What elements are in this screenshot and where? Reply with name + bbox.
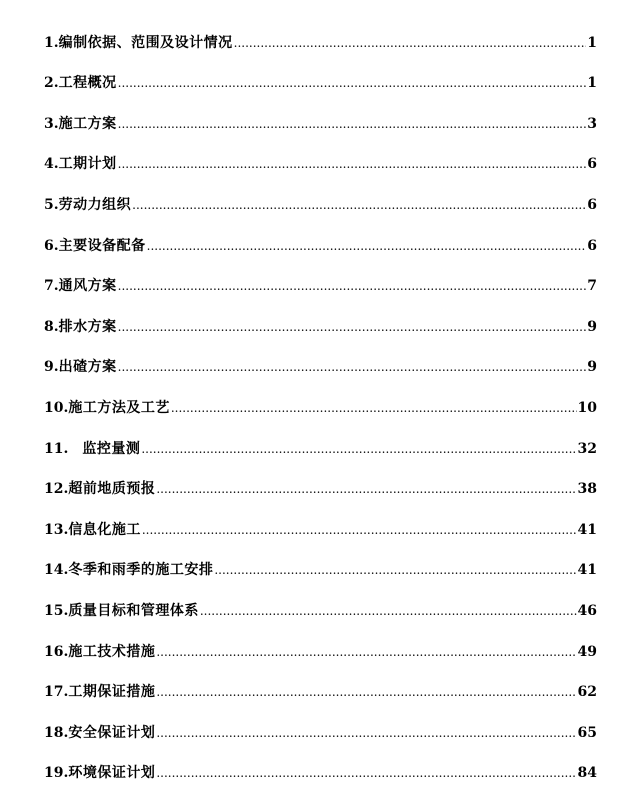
toc-entry-title: 超前地质预报 bbox=[68, 481, 156, 498]
toc-dot-leader bbox=[118, 279, 587, 293]
toc-dot-leader bbox=[171, 401, 577, 415]
toc-entry-1[interactable] bbox=[44, 27, 597, 68]
toc-dot-leader bbox=[147, 239, 587, 253]
toc-entry-page: 7 bbox=[587, 278, 597, 295]
toc-entry-title: 出碴方案 bbox=[58, 359, 117, 376]
toc-entry-page: 1 bbox=[587, 34, 597, 51]
table-of-contents bbox=[44, 27, 597, 798]
toc-entry-number: 10. bbox=[44, 399, 69, 416]
toc-entry-11[interactable] bbox=[44, 433, 597, 474]
toc-entry-title: 工期保证措施 bbox=[68, 684, 156, 701]
toc-entry-title: 工程概况 bbox=[58, 75, 117, 92]
toc-entry-8[interactable] bbox=[44, 311, 597, 352]
toc-entry-number: 1. bbox=[44, 34, 59, 51]
toc-entry-page: 46 bbox=[577, 602, 597, 619]
toc-dot-leader bbox=[118, 360, 587, 374]
toc-entry-number: 17. bbox=[44, 684, 69, 701]
toc-entry-page: 84 bbox=[577, 765, 597, 782]
toc-dot-leader bbox=[142, 523, 577, 537]
toc-entry-page: 6 bbox=[587, 156, 597, 173]
toc-entry-17[interactable] bbox=[44, 677, 597, 718]
toc-entry-number: 4. bbox=[44, 156, 59, 173]
toc-entry-number: 12. bbox=[44, 481, 69, 498]
toc-entry-6[interactable] bbox=[44, 230, 597, 271]
toc-entry-number: 14. bbox=[44, 562, 69, 579]
toc-entry-page: 10 bbox=[577, 399, 597, 416]
toc-entry-page: 3 bbox=[587, 115, 597, 132]
toc-entry-number: 5. bbox=[44, 196, 59, 213]
toc-entry-9[interactable] bbox=[44, 352, 597, 393]
toc-entry-number: 16. bbox=[44, 643, 69, 660]
toc-entry-page: 32 bbox=[577, 440, 597, 457]
toc-entry-page: 9 bbox=[587, 359, 597, 376]
toc-entry-number: 11. bbox=[44, 440, 69, 457]
toc-dot-leader bbox=[234, 36, 587, 50]
toc-entry-19[interactable] bbox=[44, 758, 597, 799]
toc-dot-leader bbox=[118, 157, 587, 171]
toc-entry-title: 施工方法及工艺 bbox=[68, 399, 170, 416]
toc-entry-page: 6 bbox=[587, 196, 597, 213]
toc-entry-page: 38 bbox=[577, 481, 597, 498]
toc-entry-title: 安全保证计划 bbox=[68, 724, 156, 741]
toc-entry-page: 41 bbox=[577, 521, 597, 538]
toc-dot-leader bbox=[141, 442, 576, 456]
toc-entry-4[interactable] bbox=[44, 149, 597, 190]
toc-dot-leader bbox=[156, 685, 576, 699]
toc-dot-leader bbox=[118, 76, 587, 90]
toc-dot-leader bbox=[132, 198, 586, 212]
toc-dot-leader bbox=[118, 320, 587, 334]
toc-entry-15[interactable] bbox=[44, 595, 597, 636]
toc-entry-3[interactable] bbox=[44, 108, 597, 149]
toc-entry-12[interactable] bbox=[44, 474, 597, 515]
toc-entry-number: 15. bbox=[44, 602, 69, 619]
toc-entry-title: 工期计划 bbox=[58, 156, 117, 173]
toc-entry-16[interactable] bbox=[44, 636, 597, 677]
toc-entry-2[interactable] bbox=[44, 68, 597, 109]
toc-entry-page: 62 bbox=[577, 684, 597, 701]
toc-entry-number: 19. bbox=[44, 765, 69, 782]
toc-entry-number: 6. bbox=[44, 237, 59, 254]
toc-entry-title: 通风方案 bbox=[58, 278, 117, 295]
toc-entry-title: 质量目标和管理体系 bbox=[68, 602, 199, 619]
toc-entry-number: 8. bbox=[44, 318, 59, 335]
toc-entry-page: 6 bbox=[587, 237, 597, 254]
toc-entry-title: 劳动力组织 bbox=[58, 196, 132, 213]
toc-entry-title: 编制依据、范围及设计情况 bbox=[58, 34, 233, 51]
toc-dot-leader bbox=[156, 766, 576, 780]
toc-entry-number: 9. bbox=[44, 359, 59, 376]
toc-entry-13[interactable] bbox=[44, 514, 597, 555]
toc-entry-page: 41 bbox=[577, 562, 597, 579]
toc-entry-7[interactable] bbox=[44, 271, 597, 312]
toc-entry-title: 主要设备配备 bbox=[58, 237, 146, 254]
toc-entry-page: 9 bbox=[587, 318, 597, 335]
toc-entry-10[interactable] bbox=[44, 392, 597, 433]
toc-entry-18[interactable] bbox=[44, 717, 597, 758]
toc-entry-number: 18. bbox=[44, 724, 69, 741]
toc-dot-leader bbox=[156, 726, 576, 740]
toc-entry-number: 13. bbox=[44, 521, 69, 538]
toc-dot-leader bbox=[118, 117, 587, 131]
toc-entry-title: 冬季和雨季的施工安排 bbox=[68, 562, 214, 579]
toc-entry-title: 监控量测 bbox=[82, 440, 141, 457]
toc-entry-5[interactable] bbox=[44, 189, 597, 230]
toc-dot-leader bbox=[200, 604, 577, 618]
toc-entry-title: 排水方案 bbox=[58, 318, 117, 335]
toc-entry-number: 7. bbox=[44, 278, 59, 295]
toc-dot-leader bbox=[156, 645, 576, 659]
toc-dot-leader bbox=[156, 482, 576, 496]
toc-dot-leader bbox=[214, 563, 576, 577]
toc-entry-number: 3. bbox=[44, 115, 59, 132]
toc-entry-title: 施工方案 bbox=[58, 115, 117, 132]
toc-entry-number: 2. bbox=[44, 75, 59, 92]
toc-entry-title: 环境保证计划 bbox=[68, 765, 156, 782]
toc-entry-title: 施工技术措施 bbox=[68, 643, 156, 660]
toc-entry-14[interactable] bbox=[44, 555, 597, 596]
toc-entry-page: 1 bbox=[587, 75, 597, 92]
toc-entry-page: 49 bbox=[577, 643, 597, 660]
toc-entry-title: 信息化施工 bbox=[68, 521, 141, 538]
toc-entry-page: 65 bbox=[577, 724, 597, 741]
